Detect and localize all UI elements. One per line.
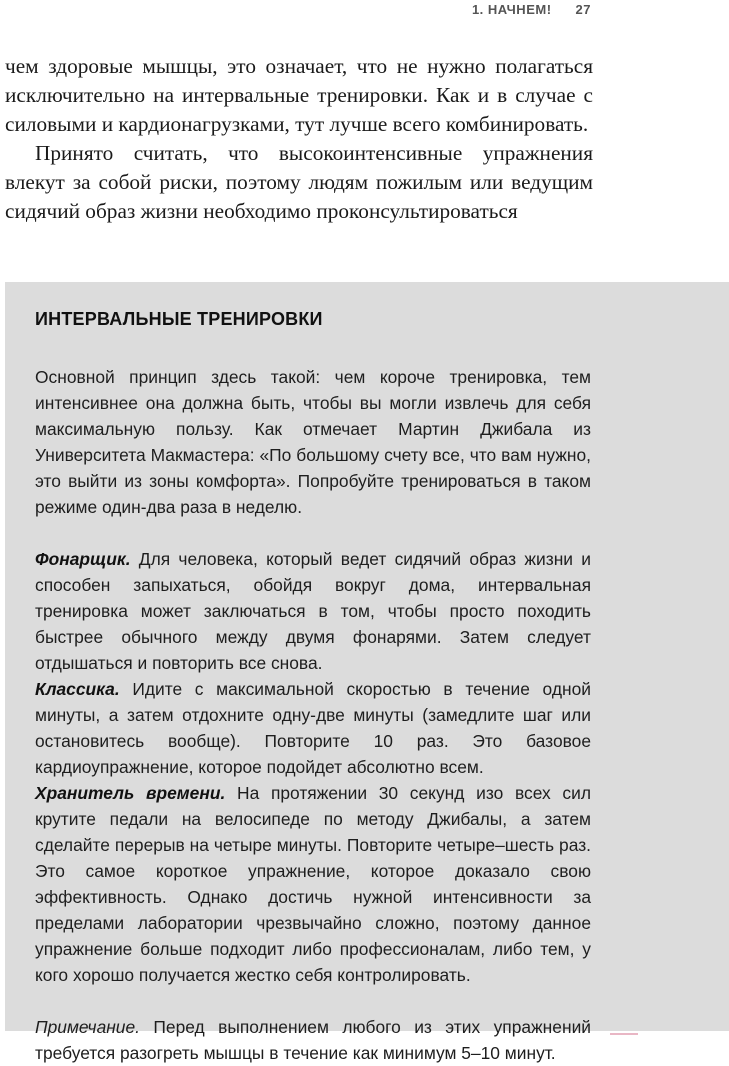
sidebar-box (5, 282, 729, 1063)
page-number: 27 (575, 2, 591, 17)
exercise-item (35, 676, 591, 780)
exercise-term: Классика. (35, 679, 120, 699)
body-paragraph: Принято считать, что высокоинтенсивные упражнения влекут за собой риски, поэтому людям пожилым или ведущим сидячий образ жизни необходимо проконсультироваться (5, 141, 593, 223)
exercise-term: Хранитель времени. (35, 783, 226, 803)
body-paragraph: чем здоровые мышцы, это означает, что не нужно полагаться исключительно на интервальные тренировки. Как и в случае с силовыми и кардионагрузками, тут лучше всего комбинировать. (5, 54, 593, 136)
exercise-item (35, 546, 591, 676)
running-head (472, 2, 591, 17)
main-text (5, 52, 593, 226)
exercise-item (35, 780, 591, 988)
decorative-mark (610, 1033, 638, 1035)
exercise-term: Фонарщик. (35, 549, 131, 569)
sidebar-note (35, 1014, 591, 1066)
sidebar-content (35, 306, 591, 1066)
sidebar-title: ИНТЕРВАЛЬНЫЕ ТРЕНИРОВКИ (35, 309, 323, 329)
chapter-title: 1. НАЧНЕМ! (471, 2, 552, 17)
note-label: Примечание. (35, 1017, 140, 1037)
note-text: Перед выполнением любого из этих упражнений требуется разогреть мышцы в течение как минимум 5–10 минут. (35, 1017, 591, 1063)
exercise-description: Для человека, который ведет сидячий образ жизни и способен запыхаться, обойдя вокруг дома, интервальная тренировка может заключаться в том, чтобы просто походить быстрее обычного между двумя фонарями. Затем следует отдышаться и повторить все снова. (35, 549, 591, 673)
exercise-description: Идите с максимальной скоростью в течение одной минуты, а затем отдохните одну-две минуты (замедлите шаг или остановитесь вообще). Повторите 10 раз. Это базовое кардиоупражнение, которое подойдет абсолютно всем. (35, 679, 591, 777)
exercise-description: На протяжении 30 секунд изо всех сил крутите педали на велосипеде по методу Джибалы, а затем сделайте перерыв на четыре минуты. Повторите четыре–шесть раз. Это самое короткое упражнение, которое доказало свою эффективность. Однако достичь нужной интенсивности за пределами лаборатории чрезвычайно сложно, поэтому данное упражнение больше подходит либо профессионалам, либо тем, у кого хорошо получается жестко себя контролировать. (35, 783, 591, 985)
sidebar-intro: Основной принцип здесь такой: чем короче тренировка, тем интенсивнее она должна быть, чтобы вы могли извлечь для себя максимальную пользу. Как отмечает Мартин Джибала из Университета Макмастера: «По большому счету все, что вам нужно, это выйти из зоны комфорта». Попробуйте тренироваться в таком режиме один-два раза в неделю. (35, 367, 591, 517)
